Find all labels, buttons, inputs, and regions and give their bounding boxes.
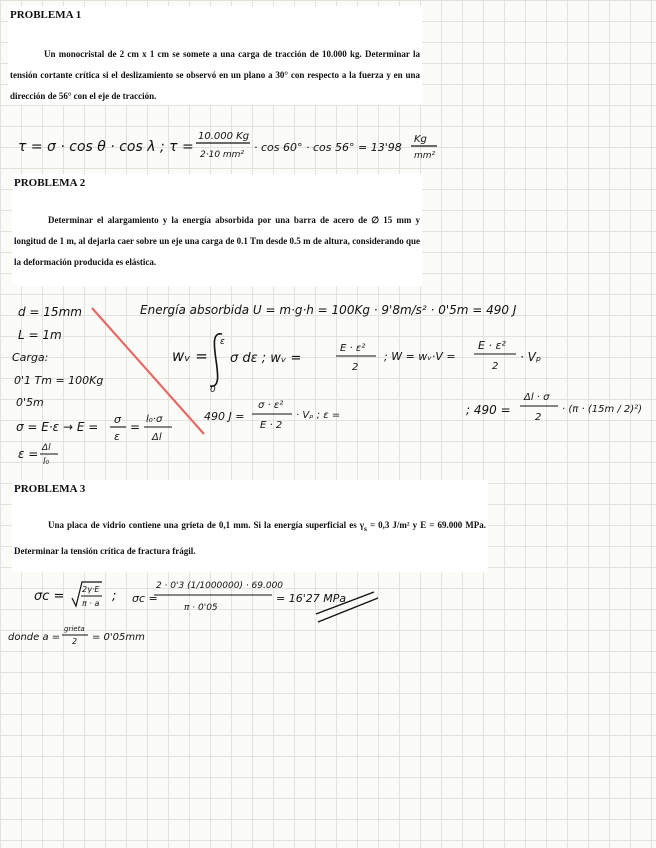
sol2-eq490-num: σ · ε²	[258, 400, 284, 411]
sol2-frac-a-num: σ	[114, 413, 121, 426]
sol2-right-num: Δl · σ	[524, 392, 550, 403]
sol3-den2: π · 0'05	[184, 603, 218, 613]
sol2-wv2-num: E · ε²	[478, 339, 506, 352]
sol2-integral-bottom: 0	[210, 385, 216, 395]
sol2-sigma: σ = E·ε → E =	[16, 420, 99, 434]
sol3-sigma-c2: σc =	[132, 592, 158, 605]
sol1-unit-numerator: Kg	[414, 134, 427, 145]
problem-1-title: PROBLEMA 1	[10, 9, 82, 21]
sol2-integral-body: σ dε ; wᵥ =	[230, 351, 302, 366]
gamma-subscript: s	[363, 523, 367, 533]
sol1-rest: · cos 60° · cos 56° = 13'98	[254, 141, 402, 154]
sol2-eq490-den: E · 2	[260, 420, 283, 431]
sol2-length: L = 1m	[18, 328, 62, 342]
sol2-equals: =	[130, 420, 141, 434]
sol2-diameter: d = 15mm	[18, 305, 82, 319]
sol3-root-den: π · a	[82, 599, 100, 608]
sol3-donde-den: 2	[72, 637, 78, 646]
sol2-eq490: 490 J =	[204, 410, 245, 423]
sol2-wv2-tail: · Vₚ	[520, 350, 541, 364]
sol2-frac-b-num: l₀·σ	[146, 414, 163, 425]
solution-1	[18, 131, 437, 161]
sol2-energy: Energía absorbida U = m·g·h = 100Kg · 9'8m/s² · 0'5m = 490 J	[140, 303, 517, 317]
sol2-frac-a-den: ε	[114, 430, 120, 443]
sol2-carga-label: Carga:	[12, 351, 49, 364]
sol2-right-tail: · (π · (15m / 2)²)	[562, 404, 643, 415]
solution-2	[12, 303, 642, 467]
sol1-denominator: 2·10 mm²	[200, 150, 245, 160]
sol2-integral-top: ε	[220, 337, 225, 347]
sol2-eps-num: Δl	[42, 443, 51, 453]
sol3-num2: 2 · 0'3 (1/1000000) · 69.000	[156, 581, 284, 591]
sol2-height: 0'5m	[16, 396, 44, 409]
sol2-wv2-den: 2	[492, 361, 499, 372]
sol2-eq490-tail: · Vₚ ; ε =	[296, 410, 341, 421]
problem-2-title: PROBLEMA 2	[14, 177, 86, 189]
sol1-unit-denominator: mm²	[414, 151, 436, 161]
sol3-donde-num: grieta	[64, 625, 85, 633]
sol2-carga-value: 0'1 Tm = 100Kg	[14, 374, 104, 387]
sol2-right-den: 2	[535, 412, 542, 423]
sol3-donde: donde a =	[8, 632, 61, 643]
sol2-wv-den: 2	[352, 362, 359, 373]
problem-2-statement: Determinar el alargamiento y la energía absorbida por una barra de acero de ∅ 15 mm y longitud de 1 m, al dejarla caer sobre un eje una carga de 0.1 Tm desde 0.5 m de altura, considerando que la deformación producida es elástica.	[14, 215, 420, 267]
problem-1-statement: Un monocristal de 2 cm x 1 cm se somete a una carga de tracción de 10.000 kg. Determinar la tensión cortante crítica si el deslizamiento se observó en un plano a 30° con respecto a la fuerza y en una dirección de 56° con el eje de tracción.	[10, 49, 420, 101]
sol2-wv: wᵥ =	[172, 347, 208, 365]
sol2-wv-num: E · ε²	[340, 343, 366, 354]
problem-3-title: PROBLEMA 3	[14, 483, 86, 495]
solution-3	[8, 581, 378, 646]
sol2-right-eq: ; 490 =	[466, 403, 511, 417]
sol2-frac-b-den: Δl	[152, 432, 162, 443]
sol3-root-num: 2γ·E	[82, 585, 100, 594]
sol3-donde-tail: = 0'05mm	[92, 632, 145, 643]
sol2-eps: ε =	[18, 447, 39, 461]
sol3-result: = 16'27 MPa	[276, 592, 347, 605]
sol3-separator: ;	[112, 589, 117, 604]
problem-3-statement: Una placa de vidrio contiene una grieta de 0,1 mm. Si la energía superficial es $\gamma_s = 0,3$ J/m² y E = 69.000 MPa. Determinar la tensión crítica de fractura frágil.	[14, 520, 486, 556]
sol3-sigma-c: σc =	[34, 589, 65, 604]
sol2-eps-den: l₀	[43, 457, 50, 467]
sol1-numerator: 10.000 Kg	[198, 131, 250, 142]
sol2-wv-mid: ; W = wᵥ·V =	[384, 350, 456, 363]
sol1-formula: τ = σ · cos θ · cos λ ; τ =	[18, 139, 194, 155]
